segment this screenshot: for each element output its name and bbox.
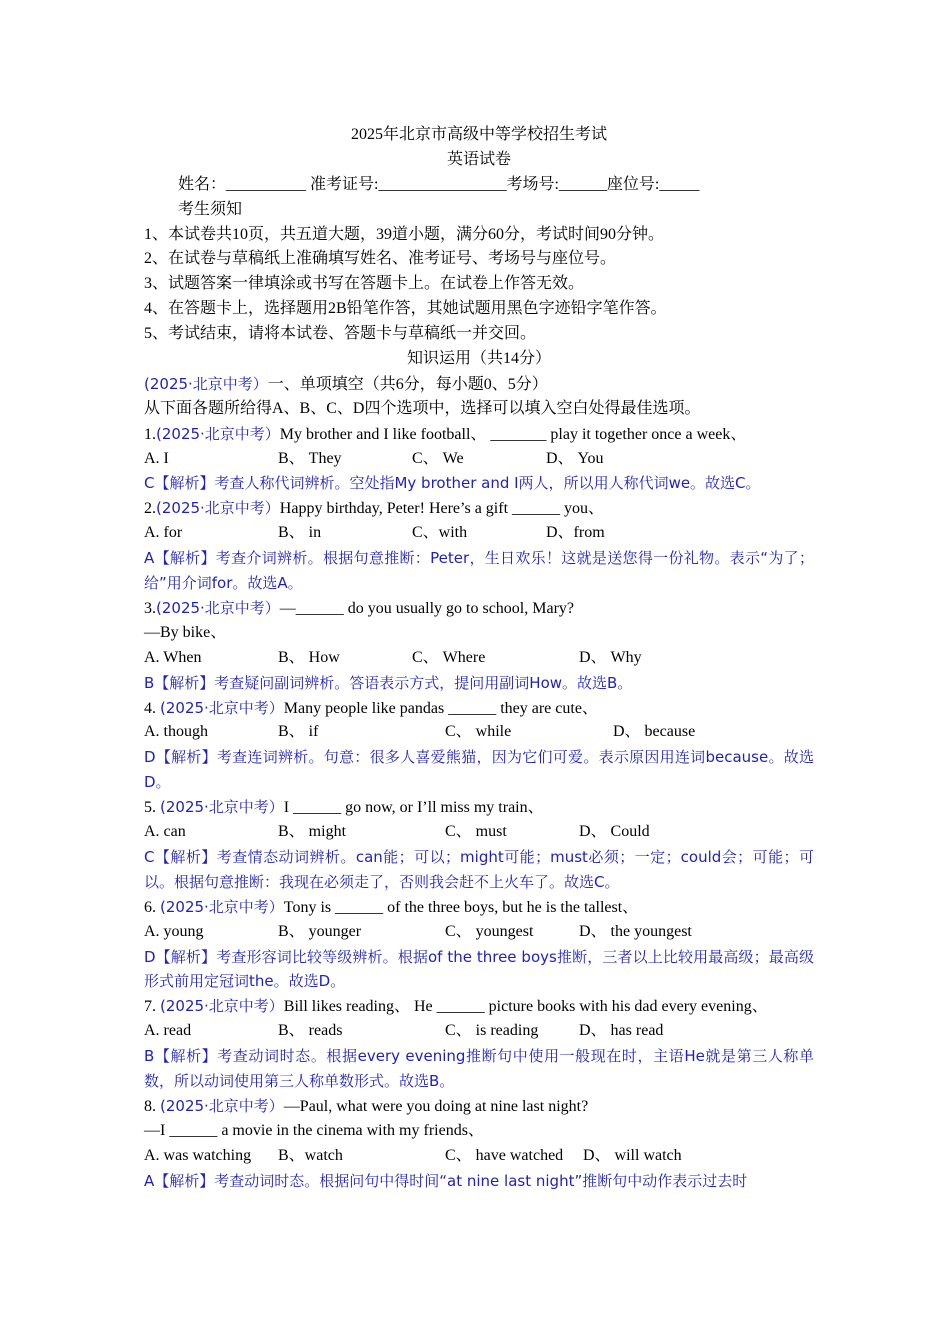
question-block <box>144 994 814 1094</box>
option-b: B、 might <box>278 823 347 841</box>
question-number: 6. <box>144 898 160 916</box>
option-a: A. though <box>144 723 208 741</box>
option-b: B、 They <box>278 449 342 467</box>
option-a: A. can <box>144 823 186 841</box>
option-b: B、 reads <box>278 1022 343 1040</box>
option-a: A. young <box>144 922 204 940</box>
section-title: 知识运用（共14分） <box>406 350 551 368</box>
source-tag: (2025·北京中考） <box>160 1096 284 1115</box>
question-number: 5. <box>144 799 160 817</box>
section-heading-text: 一、单项填空（共6分，每小题0、5分） <box>267 375 548 393</box>
question-stem <box>144 994 814 1019</box>
question-number: 7. <box>144 998 160 1016</box>
question-number: 4. <box>144 699 160 717</box>
source-tag: (2025·北京中考） <box>160 798 284 817</box>
question-block <box>144 422 814 497</box>
option-row <box>144 1144 814 1169</box>
option-c: C、 have watched <box>445 1146 564 1164</box>
question-text: I ______ go now, or I’ll miss my train、 <box>283 799 544 817</box>
answer-explanation: C【解析】考查情态动词辨析。can能；可以；might可能；must必须；一定；could会；可能；可以。根据句意推断：我现在必须走了，否则我会赶不上火车了。故选C。 <box>144 847 814 891</box>
option-a: A. When <box>144 648 202 666</box>
question-number: 1. <box>144 425 156 443</box>
source-tag: (2025·北京中考） <box>144 374 268 393</box>
notice-item: 2、在试卷与草稿纸上准确填写姓名、准考证号、考场号与座位号。 <box>144 250 617 268</box>
option-row <box>144 646 814 671</box>
question-list <box>144 422 814 1194</box>
notice-title: 考生须知 <box>178 200 243 218</box>
question-dialogue-line: —By bike、 <box>144 623 227 641</box>
question-stem <box>144 422 814 447</box>
question-block <box>144 596 814 696</box>
option-c: C、 is reading <box>445 1022 539 1040</box>
option-row <box>144 820 814 845</box>
question-block <box>144 795 814 895</box>
answer-explanation: B【解析】考查疑问副词辨析。答语表示方式，提问用副词How。故选B。 <box>144 673 633 692</box>
source-tag: (2025·北京中考） <box>156 424 280 443</box>
option-a: A. I <box>144 449 169 467</box>
source-tag: (2025·北京中考） <box>160 698 284 717</box>
section-instruction: 从下面各题所给得A、B、C、D四个选项中，选择可以填入空白处得最佳选项。 <box>144 399 701 417</box>
question-stem <box>144 696 814 721</box>
question-stem <box>144 1094 814 1119</box>
answer-explanation: A【解析】考查介词辨析。根据句意推断：Peter，生日欢乐！这就是送您得一份礼物。表示“为了；给”用介词for。故选A。 <box>144 549 814 593</box>
answer-explanation: D【解析】考查连词辨析。句意：很多人喜爱熊猫，因为它们可爱。表示原因用连词because。故选D。 <box>144 748 814 792</box>
option-row <box>144 447 814 472</box>
question-dialogue-line: —I ______ a movie in the cinema with my friends、 <box>144 1121 484 1139</box>
answer-explanation: A【解析】考查动词时态。根据问句中得时间“at nine last night”推断句中动作表示过去时 <box>144 1171 748 1190</box>
question-text: My brother and I like football、 _______ play it together once a week、 <box>279 425 747 443</box>
candidate-fields: 姓名：__________ 准考证号:________________考场号:______座位号:_____ <box>178 175 700 193</box>
option-row <box>144 720 814 745</box>
notice-item: 4、在答题卡上，选择题用2B铅笔作答，其她试题用黑色字迹铅字笔作答。 <box>144 300 667 318</box>
source-tag: (2025·北京中考） <box>160 997 284 1016</box>
option-b: B、 How <box>278 648 340 666</box>
question-text: Happy birthday, Peter! Here’s a gift ______ you、 <box>279 500 605 518</box>
option-a: A. was watching <box>144 1146 252 1164</box>
option-d: D、 Why <box>579 648 642 666</box>
question-block <box>144 895 814 995</box>
question-stem <box>144 596 814 621</box>
option-b: B、 in <box>278 524 322 542</box>
option-c: C、with <box>412 524 468 542</box>
question-block <box>144 696 814 796</box>
answer-explanation: B【解析】考查动词时态。根据every evening推断句中使用一般现在时，主语He就是第三人称单数，所以动词使用第三人称单数形式。故选B。 <box>144 1047 814 1091</box>
source-tag: (2025·北京中考） <box>156 598 280 617</box>
question-text: Many people like pandas ______ they are cute、 <box>283 699 598 717</box>
option-c: C、 must <box>445 823 507 841</box>
question-stem <box>144 496 814 521</box>
question-stem <box>144 795 814 820</box>
question-text: Bill likes reading、 He ______ picture books with his dad every evening、 <box>283 998 768 1016</box>
notice-item: 1、本试卷共10页，共五道大题，39道小题，满分60分，考试时间90分钟。 <box>144 225 665 243</box>
option-row <box>144 521 814 546</box>
question-text: Tony is ______ of the three boys, but he is the tallest、 <box>283 898 639 916</box>
option-d: D、 You <box>546 449 604 467</box>
option-d: D、 because <box>613 723 696 741</box>
option-c: C、 while <box>445 723 512 741</box>
answer-explanation: C【解析】考查人称代词辨析。空处指My brother and I两人，所以用人称代词we。故选C。 <box>144 474 761 493</box>
notice-item: 5、考试结束，请将本试卷、答题卡与草稿纸一并交回。 <box>144 325 537 343</box>
question-block <box>144 496 814 596</box>
option-row <box>144 920 814 945</box>
exam-subtitle: 英语试卷 <box>446 150 511 168</box>
option-a: A. for <box>144 524 183 542</box>
option-d: D、 has read <box>579 1022 664 1040</box>
option-b: B、watch <box>278 1146 343 1164</box>
answer-explanation: D【解析】考查形容词比较等级辨析。根据of the three boys推断，三者以上比较用最高级；最高级形式前用定冠词the。故选D。 <box>144 947 814 991</box>
option-row <box>144 1019 814 1044</box>
option-d: D、from <box>546 524 605 542</box>
option-c: C、 youngest <box>445 922 534 940</box>
question-text: —______ do you usually go to school, Mary? <box>279 599 574 617</box>
section-heading <box>144 372 814 397</box>
notice-item: 3、试题答案一律填涂或书写在答题卡上。在试卷上作答无效。 <box>144 275 585 293</box>
option-b: B、 younger <box>278 922 362 940</box>
option-a: A. read <box>144 1022 192 1040</box>
question-block <box>144 1094 814 1194</box>
page-content <box>144 123 814 1194</box>
option-d: D、 will watch <box>583 1146 682 1164</box>
option-c: C、 We <box>412 449 464 467</box>
option-d: D、 the youngest <box>579 922 692 940</box>
question-number: 3. <box>144 599 156 617</box>
question-stem <box>144 895 814 920</box>
source-tag: (2025·北京中考） <box>160 897 284 916</box>
exam-title: 2025年北京市高级中等学校招生考试 <box>350 126 607 143</box>
question-number: 2. <box>144 500 156 518</box>
option-d: D、 Could <box>579 823 650 841</box>
option-c: C、 Where <box>412 648 486 666</box>
notice-list <box>144 223 814 347</box>
question-text: —Paul, what were you doing at nine last night? <box>283 1097 589 1115</box>
source-tag: (2025·北京中考） <box>156 499 280 518</box>
option-b: B、 if <box>278 723 319 741</box>
question-number: 8. <box>144 1097 160 1115</box>
